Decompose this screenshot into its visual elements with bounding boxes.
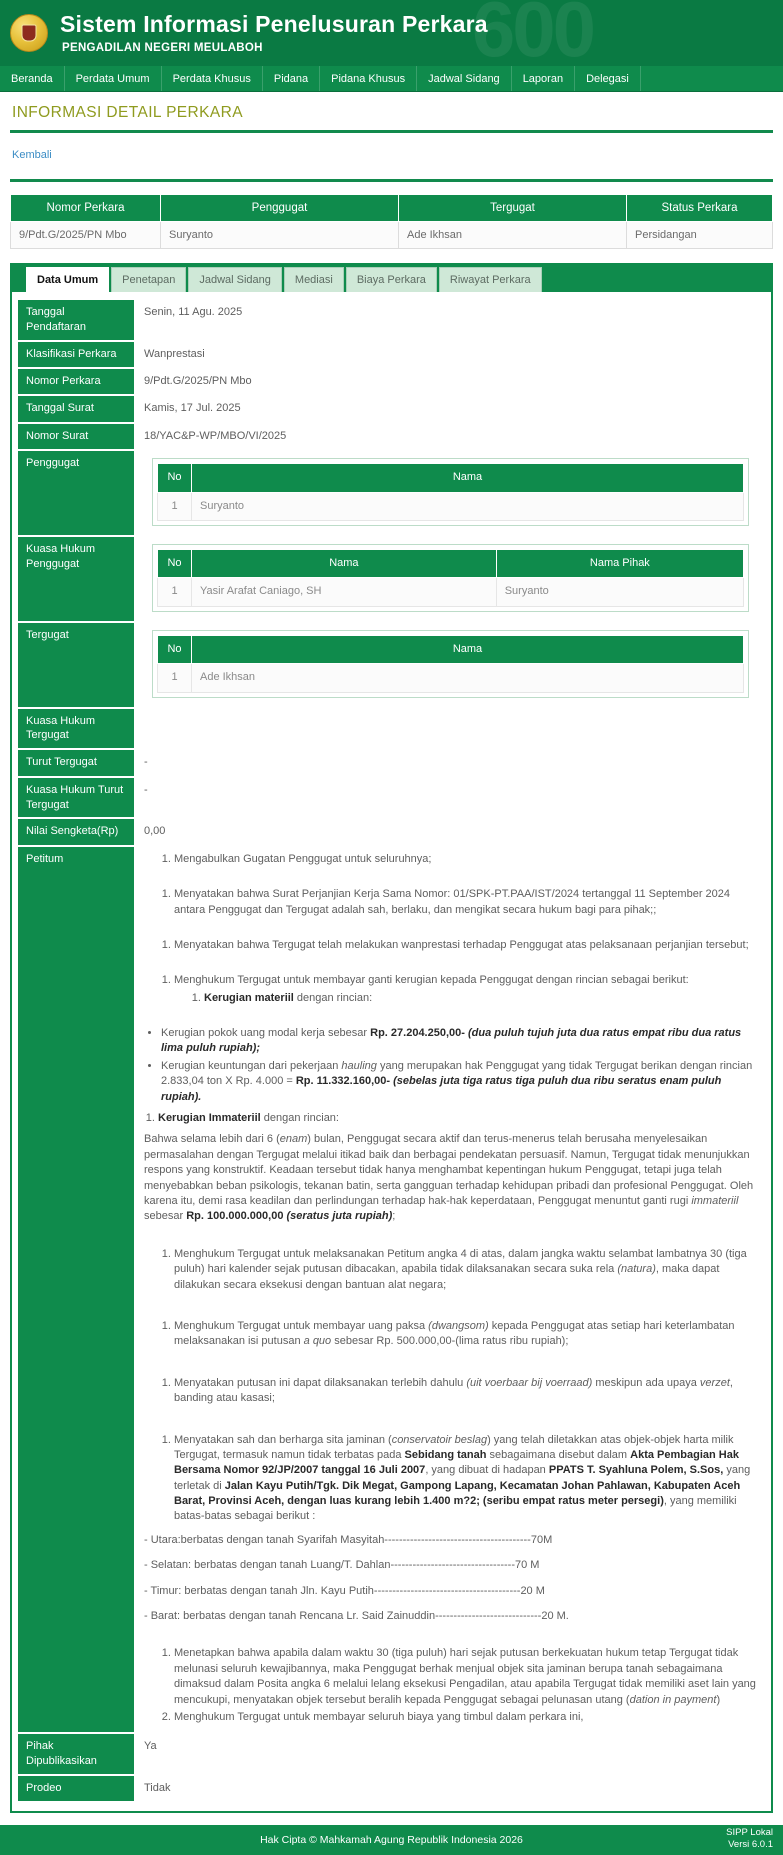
site-header <box>0 0 783 66</box>
immat-c: sebesar <box>144 1210 187 1223</box>
site-title: Sistem Informasi Penelusuran Perkara <box>60 11 488 38</box>
kuasa-penggugat-header-nama: Nama <box>192 550 497 578</box>
petitum-item-4 <box>174 973 757 1006</box>
bullet2-italic: hauling <box>341 1059 377 1072</box>
boundary-utara: - Utara:berbatas dengan tanah Syarifah Masyitah----------------------------------------70M <box>144 1533 553 1546</box>
item7-a: Menghukum Tergugat untuk membayar uang paksa <box>174 1319 429 1332</box>
bullet2-mid: yang merupakan hak Penggugat yang tidak Tergugat berikan dengan rincian 2.833,04 ton X Rp. 4.000 = <box>161 1059 753 1088</box>
value-nomor-perkara: 9/Pdt.G/2025/PN Mbo <box>144 375 252 388</box>
row-tergugat <box>18 623 765 707</box>
kuasa-penggugat-header-no: No <box>158 550 192 578</box>
table-row <box>158 492 744 520</box>
site-footer <box>0 1825 783 1855</box>
immat-italic: immateriil <box>691 1195 739 1207</box>
penggugat-table-box <box>152 458 749 526</box>
page-body <box>0 92 783 1813</box>
item6-italic: (natura) <box>617 1263 656 1276</box>
petitum-subitem-immateriil <box>158 1111 757 1126</box>
tab-data-umum[interactable]: Data Umum <box>26 267 109 292</box>
table-header-row <box>158 635 744 663</box>
petitum-item-7 <box>174 1319 757 1350</box>
petitum-item-3: 1. Menyatakan bahwa Tergugat telah melakukan wanprestasi terhadap Penggugat atas pelaksanaan perjanjian tersebut; <box>174 938 757 953</box>
boundary-selatan: - Selatan: berbatas dengan tanah Luang/T. Dahlan----------------------------------70 M <box>144 1559 540 1572</box>
tab-mediasi[interactable]: Mediasi <box>284 267 344 292</box>
row-nilai-sengketa <box>18 819 765 844</box>
item9-e: yang terletak di <box>174 1464 751 1492</box>
penggugat-cell-nama: Suryanto <box>192 492 744 520</box>
tergugat-cell-nama: Ade Ikhsan <box>192 664 744 692</box>
label-petitum: Petitum <box>18 847 136 1733</box>
site-subtitle: PENGADILAN NEGERI MEULABOH <box>62 41 263 54</box>
tergugat-header-no: No <box>158 635 192 663</box>
summary-header-tergugat: Tergugat <box>399 195 627 222</box>
petitum-item-9 <box>174 1433 757 1525</box>
summary-cell-nomor-perkara: 9/Pdt.G/2025/PN Mbo <box>11 222 161 249</box>
label-pihak-dipublikasikan: Pihak Dipublikasikan <box>18 1734 136 1774</box>
penggugat-table <box>157 463 744 521</box>
item8-a: Menyatakan putusan ini dapat dilaksanakan terlebih dahulu <box>174 1376 467 1389</box>
immat-a: Bahwa selama lebih dari 6 ( <box>144 1133 280 1146</box>
petitum-materiil-bold: Kerugian materiil <box>204 991 294 1004</box>
label-turut-tergugat: Turut Tergugat <box>18 750 136 775</box>
summary-header-status-perkara: Status Perkara <box>627 195 773 222</box>
petitum-list-4 <box>160 973 757 1006</box>
tab-biaya-perkara[interactable]: Biaya Perkara <box>346 267 437 292</box>
item9-c: sebagaimana disebut dalam <box>486 1448 631 1461</box>
tab-bar[interactable] <box>10 263 773 292</box>
label-tanggal-pendaftaran: Tanggal Pendaftaran <box>18 300 136 340</box>
nav-item-delegasi[interactable]: Delegasi <box>575 66 641 91</box>
item9-bold3: PPATS T. Syahluna Polem, S.Sos, <box>548 1464 724 1477</box>
back-link[interactable]: Kembali <box>12 149 52 161</box>
bullet2-words: (sebelas juta tiga ratus tiga puluh dua ribu seratus enam puluh rupiah). <box>161 1075 722 1103</box>
petitum-list-3 <box>160 938 757 953</box>
petitum-sublist-immateriil <box>144 1111 757 1126</box>
bullet1-amount: Rp. 27.204.250,00- <box>370 1027 465 1040</box>
footer-copyright: Hak Cipta © Mahkamah Agung Republik Indonesia 2026 <box>260 1834 523 1847</box>
value-kuasa-hukum-tergugat <box>136 709 765 749</box>
penggugat-header-nama: Nama <box>192 464 744 492</box>
value-tergugat <box>136 623 765 707</box>
petitum-item-4-intro: Menghukum Tergugat untuk membayar ganti kerugian kepada Penggugat dengan rincian sebagai berikut: <box>174 974 689 987</box>
label-kuasa-hukum-penggugat: Kuasa Hukum Penggugat <box>18 537 136 621</box>
item10-a: Menetapkan bahwa apabila dalam waktu 30 (tiga puluh) hari sejak putusan berkekuatan hukum tetap Tergugat tidak melunasi seluruh kewajibannya, maka Penggugat berhak menjual objek sita jaminan berupa tanah sebagaimana dimaksud dalam Posita angka 6 melalui lelang eksekusi Pengadilan, atau apabila Tergugat tidak memiliki aset lain yang mencukupi, menyatakan objek tersebut beralih kepada Penggugat sebagai pelunasan utang ( <box>174 1647 756 1706</box>
item6-a: Menghukum Tergugat untuk melaksanakan Petitum angka 4 di atas, dalam jangka waktu selambat lambatnya 30 (tiga puluh) hari kalender sejak putusan dibacakan, apabila tidak dilaksanakan secara suka rela <box>174 1247 747 1276</box>
row-klasifikasi-perkara <box>18 342 765 367</box>
value-tanggal-pendaftaran: Senin, 11 Agu. 2025 <box>144 306 243 318</box>
petitum-bullets-materiil <box>144 1026 757 1105</box>
value-tanggal-surat: Kamis, 17 Jul. 2025 <box>144 402 241 415</box>
item8-italic: (uit voerbaar bij voerraad) <box>466 1376 593 1389</box>
row-tanggal-pendaftaran <box>18 300 765 340</box>
item8-italic2: verzet <box>699 1376 730 1389</box>
item10-b: ) <box>716 1693 721 1706</box>
value-nilai-sengketa: 0,00 <box>144 825 166 838</box>
value-prodeo: Tidak <box>144 1782 171 1795</box>
table-row <box>158 578 744 606</box>
petitum-immateriil-rest: dengan rincian: <box>260 1112 339 1125</box>
petitum-item-2: 1. Menyatakan bahwa Surat Perjanjian Kerja Sama Nomor: 01/SPK-PT.PAA/IST/2024 tertanggal 11 September 2024 antara Penggugat dan Tergugat adalah sah, berlaku, dan mengikat secara hukum bagi para pihak;; <box>174 887 757 918</box>
footer-version: Versi 6.0.1 <box>728 1839 773 1851</box>
row-nomor-surat <box>18 424 765 449</box>
item9-bold2: Akta Pembagian Hak Bersama Nomor 92/JP/2007 tanggal 16 Juli 2007 <box>174 1448 739 1477</box>
petitum-item-10 <box>174 1646 757 1708</box>
item7-c: sebesar Rp. 500.000,00-(lima ratus ribu rupiah); <box>331 1335 569 1348</box>
petitum-list-1 <box>160 852 757 867</box>
petitum-paragraph-immateriil <box>144 1132 757 1224</box>
row-pihak-dipublikasikan <box>18 1734 765 1774</box>
item9-a: Menyatakan sah dan berharga sita jaminan ( <box>174 1433 392 1446</box>
main-navigation[interactable] <box>0 66 783 92</box>
item9-italic: conservatoir beslag <box>391 1433 488 1446</box>
label-tergugat: Tergugat <box>18 623 136 707</box>
row-nomor-perkara <box>18 369 765 394</box>
divider-bottom <box>10 179 773 182</box>
petitum-list-6 <box>160 1247 757 1293</box>
back-link-container <box>10 133 773 179</box>
petitum-item-8 <box>174 1376 757 1407</box>
item9-bold4: Jalan Kayu Putih/Tgk. Dik Megat, Gampong Lapang, Kecamatan Johan Pahlawan, Kabupaten Aceh Barat, Provinsi Aceh, dengan luas kurang lebih 1.400 m?2; (seribu empat ratus meter persegi) <box>174 1479 741 1508</box>
kuasa-penggugat-cell-nama-pihak: Suryanto <box>496 578 743 606</box>
petitum-item-11: 2. Menghukum Tergugat untuk membayar seluruh biaya yang timbul dalam perkara ini, <box>174 1710 757 1725</box>
tergugat-cell-no: 1 <box>158 664 192 692</box>
tab-riwayat-perkara[interactable]: Riwayat Perkara <box>439 267 542 292</box>
immat-end: ; <box>392 1210 396 1223</box>
row-kuasa-hukum-turut-tergugat <box>18 778 765 818</box>
label-penggugat: Penggugat <box>18 451 136 535</box>
petitum-subitem-materiil <box>204 991 757 1006</box>
petitum-list-final <box>160 1646 757 1725</box>
value-turut-tergugat: - <box>144 756 148 769</box>
item10-italic: dation in payment <box>629 1693 717 1706</box>
petitum-bullet-1 <box>161 1026 757 1057</box>
petitum-list-2 <box>160 887 757 918</box>
summary-cell-status-perkara: Persidangan <box>627 222 773 249</box>
bullet1-words: (dua puluh tujuh juta dua ratus empat ribu dua ratus lima puluh rupiah); <box>161 1027 742 1055</box>
petitum-list-8 <box>160 1376 757 1407</box>
item9-bold1: Sebidang tanah <box>404 1448 487 1461</box>
label-nomor-perkara: Nomor Perkara <box>18 369 136 394</box>
header-watermark: 600 <box>471 0 593 66</box>
table-header-row <box>158 464 744 492</box>
penggugat-header-no: No <box>158 464 192 492</box>
value-pihak-dipublikasikan: Ya <box>144 1740 157 1753</box>
immat-b: ) bulan, Penggugat secara aktif dan terus-menerus telah berusaha menyelesaikan permasalahan dengan Tergugat melalui itikad baik dan berbagai pendekatan persuasif. Namun, Tergugat tidak menunjukkan respons yang konstruktif. Keadaan tersebut tidak hanya menghambat kepentingan hukum Penggugat, tetapi juga telah menyebabkan beban psikologis, tekanan batin, serta gangguan terhadap kehidupan pribadi dan profesional Penggugat. Oleh karena itu, demi rasa keadilan dan perlindungan terhadap hak-hak keperdataan, Penggugat menuntut ganti rugi <box>144 1133 754 1207</box>
item7-italic2: a quo <box>303 1335 332 1348</box>
label-kuasa-hukum-turut-tergugat: Kuasa Hukum Turut Tergugat <box>18 778 136 818</box>
boundary-timur: - Timur: berbatas dengan tanah Jln. Kayu Putih----------------------------------------20 M <box>144 1584 545 1597</box>
court-emblem-icon <box>10 14 48 52</box>
petitum-item-1: 1. Mengabulkan Gugatan Penggugat untuk seluruhnya; <box>174 852 757 867</box>
penggugat-cell-no: 1 <box>158 492 192 520</box>
item9-b: ) yang telah diletakkan atas objek-objek harta milik Tergugat, termasuk namun tidak terbatas pada <box>174 1433 734 1461</box>
value-kuasa-hukum-turut-tergugat: - <box>144 783 148 796</box>
petitum-list-7 <box>160 1319 757 1350</box>
tergugat-table-box <box>152 630 749 698</box>
tergugat-table <box>157 635 744 693</box>
petitum-sublist-materiil <box>190 991 757 1006</box>
row-penggugat <box>18 451 765 535</box>
label-prodeo: Prodeo <box>18 1776 136 1801</box>
nav-item-pidana[interactable]: Pidana <box>263 66 320 91</box>
summary-header-penggugat: Penggugat <box>161 195 399 222</box>
petitum-list-9 <box>160 1433 757 1525</box>
boundary-barat: - Barat: berbatas dengan tanah Rencana Lr. Said Zainuddin-----------------------------20 M. <box>144 1610 569 1623</box>
tab-jadwal-sidang[interactable]: Jadwal Sidang <box>188 267 282 292</box>
footer-version-block <box>726 1827 773 1851</box>
label-nilai-sengketa: Nilai Sengketa(Rp) <box>18 819 136 844</box>
row-kuasa-hukum-tergugat <box>18 709 765 749</box>
petitum-bullet-2 <box>161 1059 757 1105</box>
immat-enam: enam <box>279 1133 308 1146</box>
item7-italic: (dwangsom) <box>428 1319 489 1332</box>
immat-words: (seratus juta rupiah) <box>283 1210 393 1223</box>
bullet1-pre: Kerugian pokok uang modal kerja sebesar <box>161 1027 371 1040</box>
nav-item-pidana-khusus[interactable]: Pidana Khusus <box>320 66 417 91</box>
label-nomor-surat: Nomor Surat <box>18 424 136 449</box>
row-tanggal-surat <box>18 396 765 421</box>
row-kuasa-hukum-penggugat <box>18 537 765 621</box>
bullet2-amount: Rp. 11.332.160,00- <box>295 1075 391 1088</box>
row-prodeo <box>18 1776 765 1801</box>
page-title: INFORMASI DETAIL PERKARA <box>12 104 243 121</box>
nav-item-jadwal-sidang[interactable]: Jadwal Sidang <box>417 66 512 91</box>
bullet2-pre: Kerugian keuntungan dari pekerjaan <box>161 1059 342 1072</box>
immat-amount: Rp. 100.000.000,00 <box>186 1210 284 1223</box>
petitum-immateriil-bold: Kerugian Immateriil <box>158 1112 261 1125</box>
value-nomor-surat: 18/YAC&P-WP/MBO/VI/2025 <box>144 429 287 442</box>
kuasa-penggugat-cell-nama: Yasir Arafat Caniago, SH <box>192 578 497 606</box>
item7-b: kepada Penggugat atas setiap hari keterlambatan melaksanakan isi putusan <box>174 1319 735 1348</box>
tergugat-header-nama: Nama <box>192 635 744 663</box>
label-klasifikasi-perkara: Klasifikasi Perkara <box>18 342 136 367</box>
data-umum-panel <box>10 292 773 1813</box>
item9-d: , yang dibuat di hadapan <box>425 1464 549 1477</box>
item6-b: , maka dapat dilakukan secara eksekusi dengan bantuan alat negara; <box>174 1263 720 1291</box>
table-header-row <box>11 195 773 222</box>
header-titles <box>60 12 488 53</box>
nav-item-perdata-khusus[interactable]: Perdata Khusus <box>162 66 263 91</box>
value-kuasa-hukum-penggugat <box>136 537 765 621</box>
kuasa-penggugat-cell-no: 1 <box>158 578 192 606</box>
nav-item-perdata-umum[interactable]: Perdata Umum <box>65 66 162 91</box>
summary-cell-penggugat: Suryanto <box>161 222 399 249</box>
row-turut-tergugat <box>18 750 765 775</box>
table-row <box>11 222 773 249</box>
item8-b: meskipun ada upaya <box>592 1376 700 1389</box>
nav-item-laporan[interactable]: Laporan <box>512 66 575 91</box>
summary-cell-tergugat: Ade Ikhsan <box>399 222 627 249</box>
item8-c: , banding atau kasasi; <box>174 1376 733 1405</box>
table-row <box>158 664 744 692</box>
kuasa-penggugat-table-box <box>152 544 749 612</box>
label-kuasa-hukum-tergugat: Kuasa Hukum Tergugat <box>18 709 136 749</box>
summary-header-nomor-perkara: Nomor Perkara <box>11 195 161 222</box>
nav-item-beranda[interactable]: Beranda <box>0 66 65 91</box>
case-detail-table <box>18 298 765 1803</box>
table-header-row <box>158 550 744 578</box>
case-summary-table <box>10 194 773 249</box>
label-tanggal-surat: Tanggal Surat <box>18 396 136 421</box>
value-klasifikasi-perkara: Wanprestasi <box>144 347 205 360</box>
petitum-materiil-rest: dengan rincian: <box>293 991 373 1004</box>
footer-app-name: SIPP Lokal <box>726 1827 773 1839</box>
tab-penetapan[interactable]: Penetapan <box>111 267 186 292</box>
kuasa-penggugat-header-nama-pihak: Nama Pihak <box>496 550 743 578</box>
item9-f: , yang memiliki batas-batas sebagai berikut : <box>174 1495 737 1523</box>
value-penggugat <box>136 451 765 535</box>
petitum-item-6 <box>174 1247 757 1293</box>
kuasa-penggugat-table <box>157 549 744 607</box>
